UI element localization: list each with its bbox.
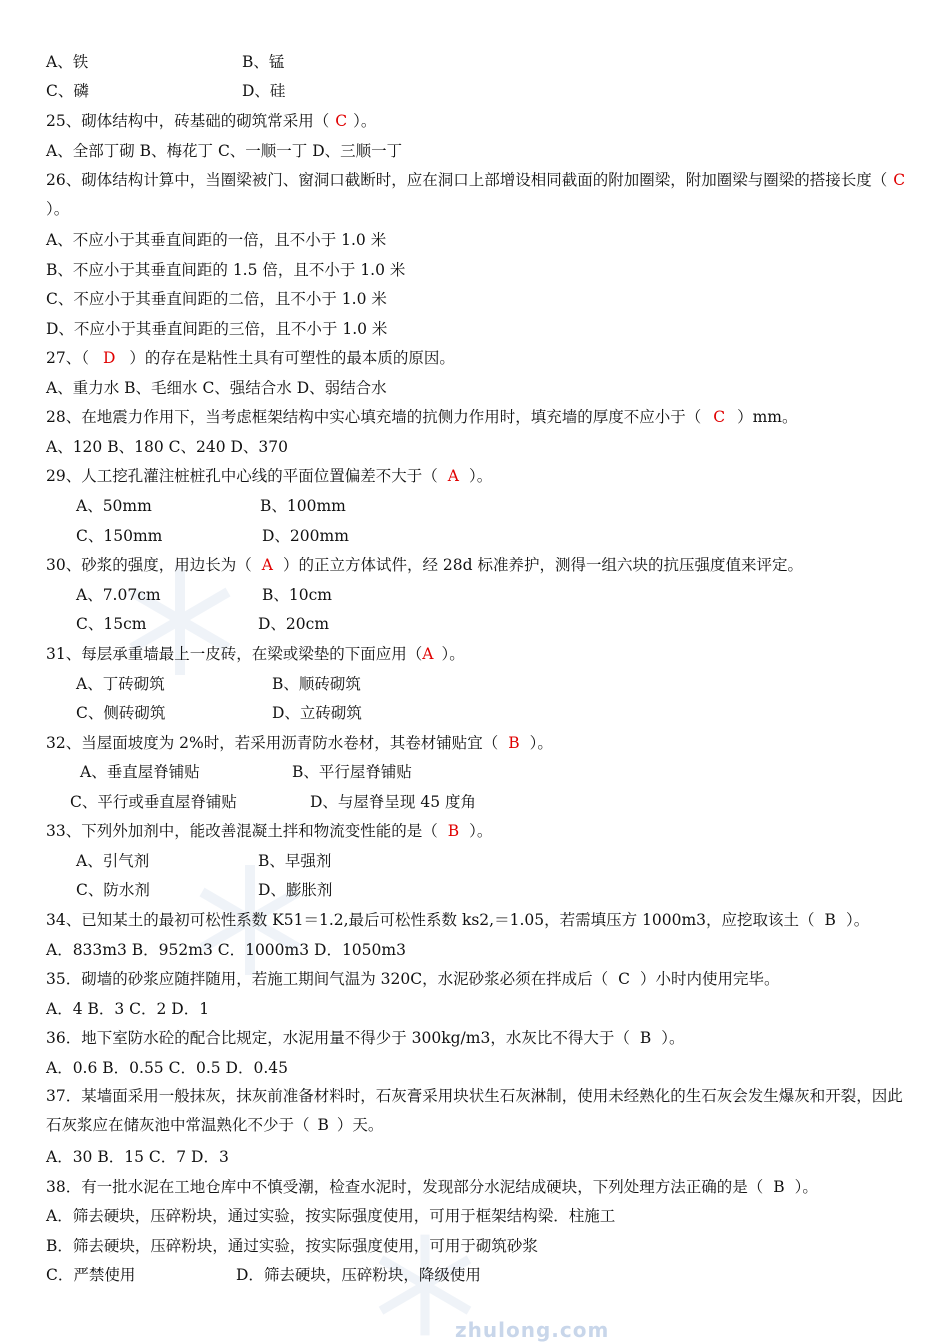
options-line: A．0.6 B．0.55 C．0.5 D．0.45 bbox=[46, 1059, 288, 1077]
answer-mark: B bbox=[317, 1116, 329, 1134]
option-d: D、硅 bbox=[242, 82, 286, 100]
question-32: 32、当屋面坡度为 2%时，若采用沥青防水卷材，其卷材铺贴宜（ B ）。 bbox=[46, 734, 553, 752]
answer-mark: C bbox=[713, 408, 726, 426]
options-line: A、120 B、180 C、240 D、370 bbox=[46, 438, 288, 456]
answer-mark: B bbox=[824, 911, 836, 929]
question-34: 34、已知某土的最初可松性系数 K51＝1.2,最后可松性系数 ks2,＝1.05，若需填压方 1000m3，应挖取该土（ B ）。 bbox=[46, 911, 870, 929]
answer-mark: B bbox=[773, 1178, 785, 1196]
question-33: 33、下列外加剂中，能改善混凝土拌和物流变性能的是（ B ）。 bbox=[46, 822, 493, 840]
document-page: zhulong.com A、铁 B、锰 C、磷 D、硅 25、砌体结构中，砖基础的砌筑常采用（ C ）。 A、全部丁砌 B、梅花丁 C、一顺一丁 D、三顺一丁 26、砌体结构计算中，当圈梁被门、窗洞口截断时，应在洞口上部增设相同截面的附加圈梁，附加圈梁与圈梁的搭接长度（ C）。 A、不应小于其垂直间距的一倍，且不小于 1.0 米 B、不应小于其垂直间距的 1.5 倍，且不小于 1.0 米 C、不应小于其垂直间距的二倍，且不小于 1.0 米 D、不应小于其垂直间距的三倍，且不小于 1.0 米 27、（ D ）的存在是粘性土具有可塑性的最本质的原因。 A、重力水 B、毛细水 C、强结合水 D、弱结合水 28、在地震力作用下，当考虑框架结构中实心填充墙的抗侧力作用时，填充墙的厚度不应小于（ C ）mm。 A、120 B、180 C、240 D、370 29、人工挖孔灌注桩桩孔中心线的平面位置偏差不大于（ A ）。 A、50mm B、100mm C、150mm D、200mm 30、砂浆的强度，用边长为（ A ）的正立方体试件，经 28d 标准养护，测得一组六块的抗压强度值来评定。 A、7.07cm B、10cm C、15cm D、20cm 31、每层承重墙最上一皮砖，在梁或梁垫的下面应用（A ）。 A、丁砖砌筑 B、顺砖砌筑 C、侧砖砌筑 D、立砖砌筑 32、当屋面坡度为 2%时，若采用沥青防水卷材，其卷材铺贴宜（ B ）。 A、垂直屋脊铺贴 B、平行屋脊铺贴 C、平行或垂直屋脊铺贴 D、与屋脊呈现 45 度角 33、下列外加剂中，能改善混凝土拌和物流变性能的是（ B ）。 A、引气剂 B、早强剂 C、防水剂 D、膨胀剂 34、已知某土的最初可松性系数 K51＝1.2,最后可松性系数 ks2,＝1.05，若需填压方 1000m3，应挖取该土（ B ）。 A．833m3 B．952m3 C．1000m3 D．1050m3 35．砌墙的砂浆应随拌随用，若施工期间气温为 320C，水泥砂浆必须在拌成后（ C ）小时内使用完毕。 A．4 B．3 C．2 D．1 36．地下室防水砼的配合比规定，水泥用量不得少于 300kg/m3，水灰比不得大于（ B ）。 A．0.6 B．0.55 C．0.5 D．0.45 37．某墙面采用一般抹灰，抹灰前准备材料时，石灰膏采用块状生石灰淋制，使用未经熟化的生石灰会发生爆灰和开裂，因此石灰浆应在储灰池中常温熟化不少于（ B ）天。 A．30 B．15 C．7 D．3 38．有一批水泥在工地仓库中不慎受潮，检查水泥时，发现部分水泥结成硬块，下列处理方法正确的是（ B ）。 A．筛去硬块，压碎粉块，通过实验，按实际强度使用，可用于框架结构梁．柱施工 B．筛去硬块，压碎粉块，通过实验，按实际强度使用，可用于砌筑砂浆 C．严禁使用 D．筛去硬块，压碎粉块，降级使用 bbox=[0, 0, 950, 1344]
question-26: 26、砌体结构计算中，当圈梁被门、窗洞口截断时，应在洞口上部增设相同截面的附加圈梁，附加圈梁与圈梁的搭接长度（ C）。 bbox=[46, 166, 912, 224]
watermark-text: zhulong.com bbox=[455, 1318, 610, 1342]
answer-mark: D bbox=[102, 349, 116, 367]
options-line: A、重力水 B、毛细水 C、强结合水 D、弱结合水 bbox=[46, 379, 387, 397]
answer-mark: C bbox=[618, 970, 630, 988]
answer-mark: A bbox=[261, 556, 273, 574]
option-c: C、磷 bbox=[46, 82, 89, 100]
question-25: 25、砌体结构中，砖基础的砌筑常采用（ C ）。 bbox=[46, 112, 377, 130]
answer-mark: B bbox=[508, 734, 520, 752]
options-line: C、不应小于其垂直间距的二倍，且不小于 1.0 米 bbox=[46, 290, 387, 308]
question-38: 38．有一批水泥在工地仓库中不慎受潮，检查水泥时，发现部分水泥结成硬块，下列处理方法正确的是（ B ）。 bbox=[46, 1178, 818, 1196]
option-a: A、铁 bbox=[46, 53, 89, 71]
options-line: B、不应小于其垂直间距的 1.5 倍，且不小于 1.0 米 bbox=[46, 261, 406, 279]
answer-mark: C bbox=[335, 112, 348, 130]
question-30: 30、砂浆的强度，用边长为（ A ）的正立方体试件，经 28d 标准养护，测得一组六块的抗压强度值来评定。 bbox=[46, 556, 803, 574]
question-35: 35．砌墙的砂浆应随拌随用，若施工期间气温为 320C，水泥砂浆必须在拌成后（ C ）小时内使用完毕。 bbox=[46, 970, 780, 988]
answer-mark: A bbox=[447, 467, 459, 485]
options-line: A．833m3 B．952m3 C．1000m3 D．1050m3 bbox=[46, 941, 406, 959]
question-37: 37．某墙面采用一般抹灰，抹灰前准备材料时，石灰膏采用块状生石灰淋制，使用未经熟化的生石灰会发生爆灰和开裂，因此石灰浆应在储灰池中常温熟化不少于（ B ）天。 bbox=[46, 1082, 912, 1140]
options-line: D、不应小于其垂直间距的三倍，且不小于 1.0 米 bbox=[46, 320, 388, 338]
question-31: 31、每层承重墙最上一皮砖，在梁或梁垫的下面应用（A ）。 bbox=[46, 645, 465, 663]
options-line: A、不应小于其垂直间距的一倍，且不小于 1.0 米 bbox=[46, 231, 387, 249]
answer-mark: B bbox=[639, 1029, 652, 1047]
options-line: A、全部丁砌 B、梅花丁 C、一顺一丁 D、三顺一丁 bbox=[46, 142, 403, 160]
answer-mark: C bbox=[893, 171, 906, 189]
options-line: A．4 B．3 C．2 D．1 bbox=[46, 1000, 210, 1018]
question-28: 28、在地震力作用下，当考虑框架结构中实心填充墙的抗侧力作用时，填充墙的厚度不应小于（ C ）mm。 bbox=[46, 408, 798, 426]
answer-mark: B bbox=[447, 822, 460, 840]
options-line: A．筛去硬块，压碎粉块，通过实验，按实际强度使用，可用于框架结构梁．柱施工 bbox=[46, 1207, 616, 1225]
option-b: B、锰 bbox=[242, 53, 285, 71]
question-27: 27、（ D ）的存在是粘性土具有可塑性的最本质的原因。 bbox=[46, 349, 455, 367]
options-line: A．30 B．15 C．7 D．3 bbox=[46, 1148, 229, 1166]
question-29: 29、人工挖孔灌注桩桩孔中心线的平面位置偏差不大于（ A ）。 bbox=[46, 467, 493, 485]
options-line: B．筛去硬块，压碎粉块，通过实验，按实际强度使用，可用于砌筑砂浆 bbox=[46, 1237, 538, 1255]
question-36: 36．地下室防水砼的配合比规定，水泥用量不得少于 300kg/m3，水灰比不得大于（ B ）。 bbox=[46, 1029, 685, 1047]
answer-mark: A bbox=[422, 645, 434, 663]
